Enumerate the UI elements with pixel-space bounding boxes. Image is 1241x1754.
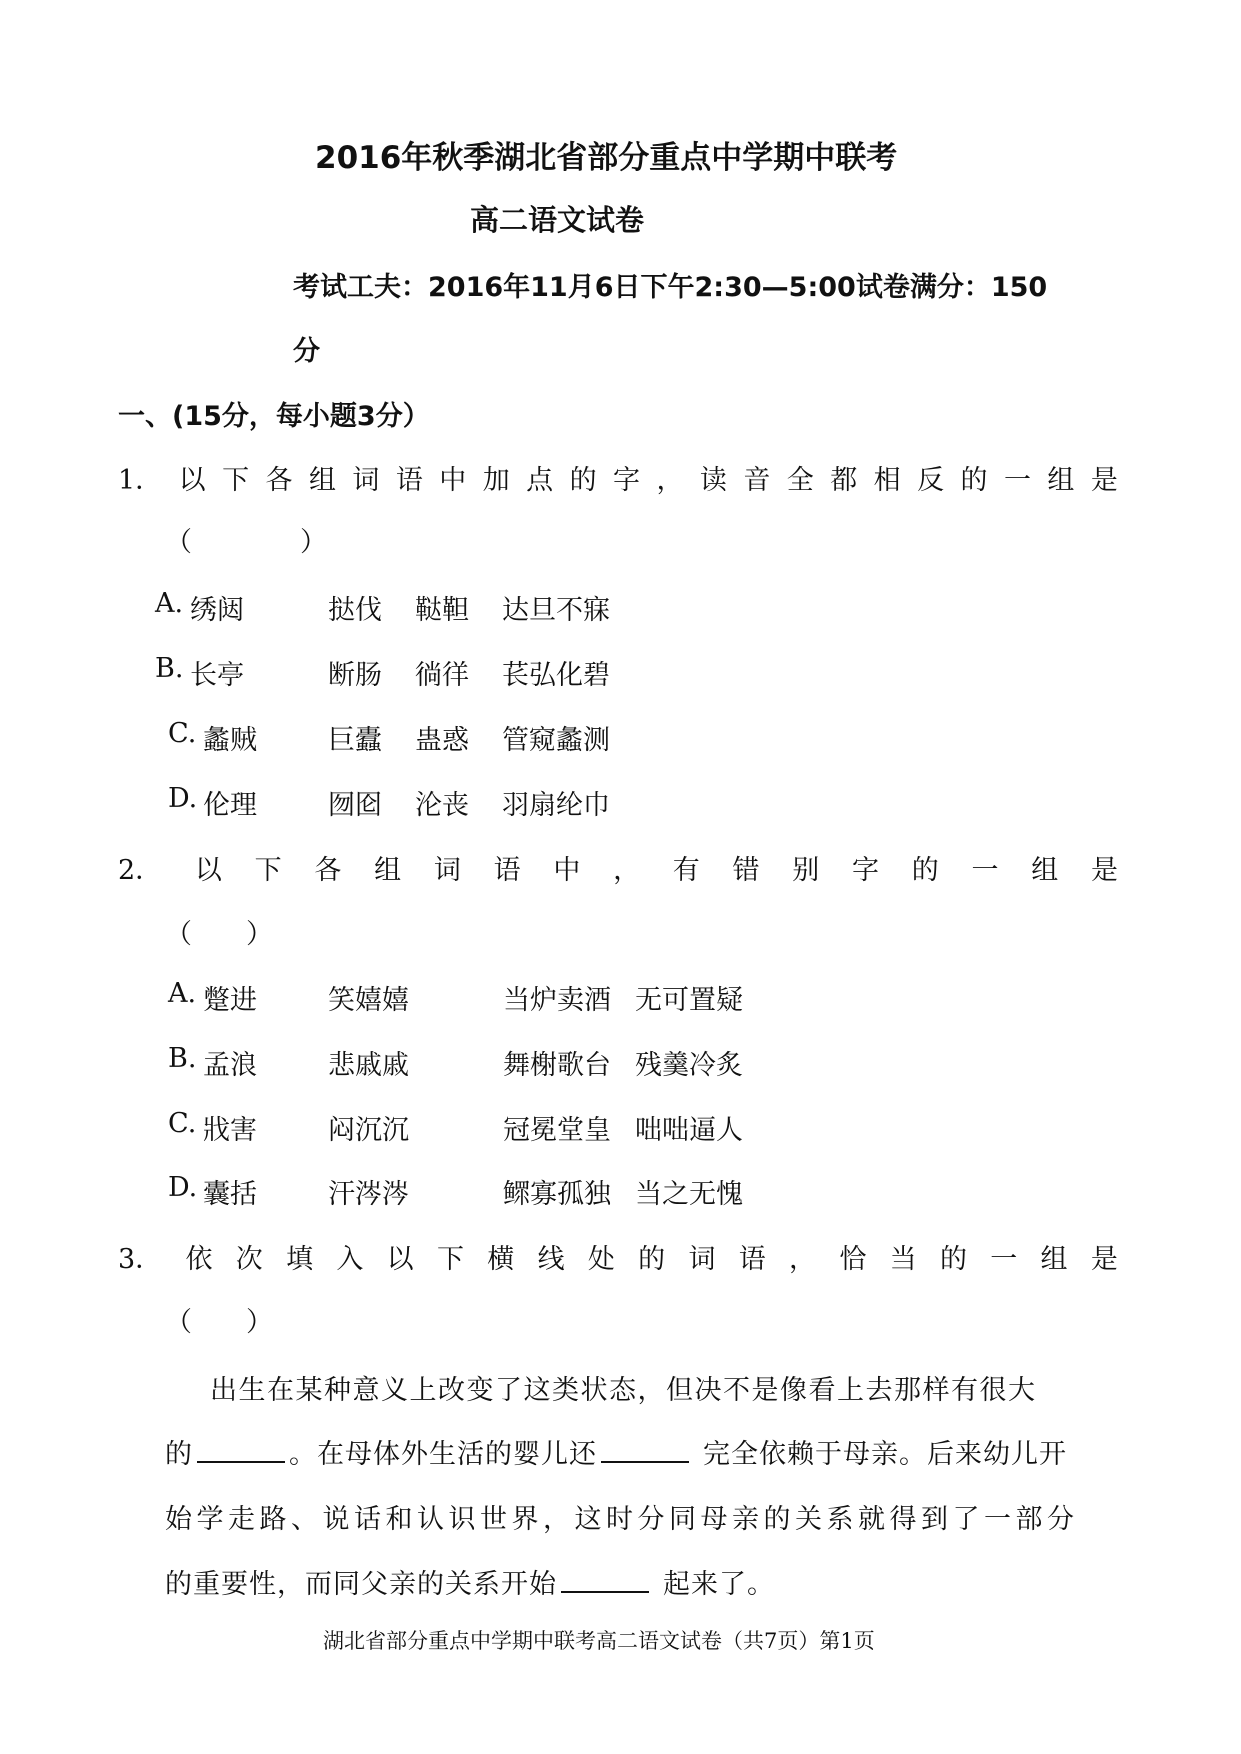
stem-char: 读 (699, 465, 727, 496)
option-word: 管窥蠡测 (502, 725, 610, 756)
option-label: C. (168, 1108, 197, 1139)
stem-char: 下 (254, 855, 282, 886)
option-label: D. (168, 783, 198, 814)
stem-char: ， (656, 465, 684, 496)
q1-option-d (168, 783, 610, 822)
option-word: 当炉卖酒 (503, 985, 611, 1016)
stem-char: 别 (792, 855, 820, 886)
stem-char: 组 (1040, 1244, 1068, 1275)
q1-stem (118, 458, 1118, 497)
stem-char: 语 (738, 1244, 766, 1275)
exam-info-line2: 分 (293, 336, 320, 367)
stem-char: 依 (185, 1244, 213, 1275)
q3-passage-line2 (165, 1432, 1067, 1471)
stem-char: 词 (433, 855, 461, 886)
option-word: 长亭 (190, 660, 244, 691)
option-word: 闷沉沉 (328, 1115, 409, 1146)
stem-char: 以 (194, 855, 222, 886)
option-word: 囊括 (203, 1179, 257, 1210)
option-label: A. (155, 588, 184, 619)
q2-stem (118, 848, 1118, 887)
option-word: 舞榭歌台 (503, 1050, 611, 1081)
stem-char: 是 (1090, 855, 1118, 886)
stem-char: 一 (1003, 465, 1031, 496)
stem-char: 一 (971, 855, 999, 886)
q3-stem (118, 1237, 1118, 1276)
exam-title: 2016年秋季湖北省部分重点中学期中联考 (315, 140, 898, 176)
stem-char: 的 (911, 855, 939, 886)
option-label: B. (168, 1043, 197, 1074)
q3-passage-line1: 出生在某种意义上改变了这类状态，但决不是像看上去那样有很大 (210, 1375, 1037, 1406)
stem-char: 加 (482, 465, 510, 496)
option-label: B. (155, 653, 184, 684)
q3-passage-line4 (165, 1562, 775, 1601)
q2-number: 2． (118, 855, 163, 886)
stem-char: 词 (688, 1244, 716, 1275)
q2-option-b (168, 1043, 743, 1082)
stem-char: 反 (917, 465, 945, 496)
option-word: 咄咄逼人 (635, 1115, 743, 1146)
stem-char: 的 (939, 1244, 967, 1275)
stem-char: 的 (569, 465, 597, 496)
passage-text: 的 (165, 1439, 193, 1470)
q2-option-a (168, 978, 743, 1017)
stem-char: ， (613, 855, 641, 886)
q2-option-c (168, 1108, 743, 1147)
stem-char: 的 (638, 1244, 666, 1275)
option-word: 汗涔涔 (328, 1179, 409, 1210)
stem-char: 字 (613, 465, 640, 496)
stem-char: 有 (672, 855, 700, 886)
stem-char: 语 (493, 855, 521, 886)
stem-char: 词 (352, 465, 380, 496)
fill-blank-3 (561, 1567, 649, 1593)
option-word: 沦丧 (415, 790, 469, 821)
stem-char: 组 (374, 855, 402, 886)
stem-char: 一 (990, 1244, 1018, 1275)
stem-char: 当 (889, 1244, 917, 1275)
q2-option-d (168, 1172, 743, 1211)
option-word: 伦理 (203, 790, 257, 821)
option-label: A. (168, 978, 197, 1009)
option-word: 囫囵 (328, 790, 382, 821)
stem-char: 中 (439, 465, 467, 496)
stem-char: 次 (235, 1244, 263, 1275)
passage-text: 完全依赖于母亲。后来幼儿开 (703, 1439, 1067, 1470)
stem-char: 点 (526, 465, 554, 496)
option-word: 孟浪 (203, 1050, 257, 1081)
passage-text: 的重要性，而同父亲的关系开始 (165, 1569, 557, 1600)
option-word: 达旦不寐 (502, 595, 610, 626)
stem-char: ， (789, 1244, 817, 1275)
stem-char: 全 (786, 465, 814, 496)
option-word: 挞伐 (328, 595, 382, 626)
stem-char: 以 (386, 1244, 414, 1275)
stem-char: 语 (395, 465, 423, 496)
option-label: C. (168, 718, 197, 749)
fill-blank-1 (197, 1437, 285, 1463)
stem-char: 恰 (839, 1244, 867, 1275)
q3-answer-paren: （ ） (165, 1307, 273, 1338)
option-word: 笑嬉嬉 (328, 985, 409, 1016)
stem-char: 的 (960, 465, 988, 496)
stem-char: 错 (732, 855, 760, 886)
option-word: 无可置疑 (635, 985, 743, 1016)
stem-char: 各 (314, 855, 342, 886)
stem-char: 横 (487, 1244, 515, 1275)
stem-char: 各 (265, 465, 293, 496)
option-word: 断肠 (328, 660, 382, 691)
stem-char: 组 (308, 465, 336, 496)
stem-char: 下 (222, 465, 250, 496)
stem-char: 线 (537, 1244, 565, 1275)
fill-blank-2 (601, 1437, 689, 1463)
stem-char: 以 (178, 465, 206, 496)
option-word: 巨蠹 (328, 725, 382, 756)
q3-number: 3． (118, 1244, 163, 1275)
option-label: D. (168, 1172, 198, 1203)
stem-char: 下 (436, 1244, 464, 1275)
option-word: 鳏寡孤独 (503, 1179, 611, 1210)
stem-char: 是 (1090, 1244, 1118, 1275)
q1-number: 1． (118, 465, 163, 496)
passage-text: 。在母体外生活的婴儿还 (289, 1439, 597, 1470)
option-word: 冠冕堂皇 (503, 1115, 611, 1146)
option-word: 蛊惑 (415, 725, 469, 756)
stem-char: 组 (1031, 855, 1059, 886)
q1-answer-paren: （ ） (165, 527, 327, 558)
option-word: 蠡贼 (203, 725, 257, 756)
option-word: 鞑靼 (415, 595, 469, 626)
page-footer: 湖北省部分重点中学期中联考高二语文试卷（共7页）第1页 (323, 1629, 875, 1653)
stem-char: 是 (1090, 465, 1118, 496)
option-word: 徜徉 (415, 660, 469, 691)
option-word: 羽扇纶巾 (502, 790, 610, 821)
option-word: 残羹冷炙 (635, 1050, 743, 1081)
q1-option-a (155, 588, 610, 627)
stem-char: 入 (336, 1244, 364, 1275)
stem-char: 处 (587, 1244, 615, 1275)
exam-subtitle: 高二语文试卷 (470, 203, 645, 237)
stem-char: 填 (286, 1244, 314, 1275)
stem-char: 组 (1047, 465, 1075, 496)
passage-text: 起来了。 (663, 1569, 775, 1600)
exam-info-line1: 考试工夫：2016年11月6日下午2:30—5:00试卷满分：150 (293, 272, 1048, 303)
stem-char: 音 (743, 465, 771, 496)
q2-answer-paren: （ ） (165, 919, 273, 950)
stem-char: 都 (830, 465, 858, 496)
option-word: 蹩进 (203, 985, 257, 1016)
stem-char: 相 (873, 465, 901, 496)
option-word: 当之无愧 (635, 1179, 743, 1210)
q1-option-b (155, 653, 610, 692)
stem-char: 字 (852, 855, 879, 886)
q1-option-c (168, 718, 610, 757)
stem-char: 中 (553, 855, 581, 886)
q3-passage-line3: 始学走路、说话和认识世界，这时分同母亲的关系就得到了一部分 (165, 1504, 1079, 1535)
section-heading: 一、(15分，每小题3分） (118, 401, 430, 432)
option-word: 绣闼 (190, 595, 244, 626)
option-word: 悲戚戚 (328, 1050, 409, 1081)
option-word: 苌弘化碧 (502, 660, 610, 691)
option-word: 戕害 (203, 1115, 257, 1146)
